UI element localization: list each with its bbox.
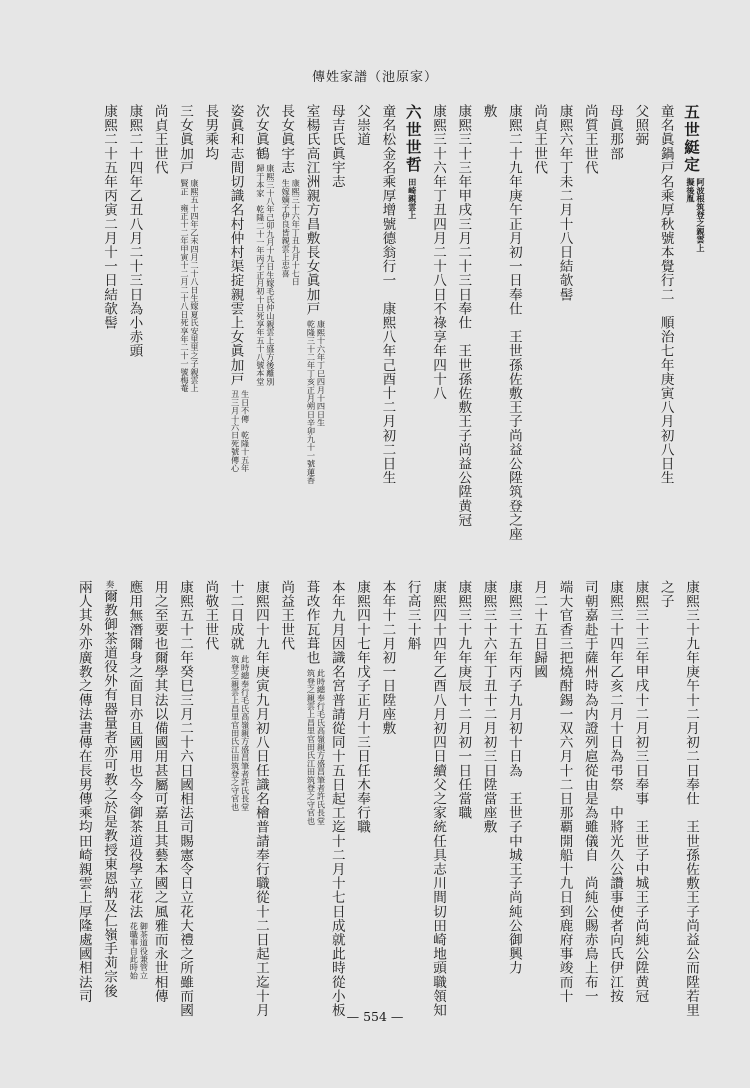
interlinear-note: 康熙三十八年己卯九月十九日生嫁毛氏仲山親雲上盛方後離別 歸于本家 乾隆二十一年丙子正月初十日死享年五十八號本堂 — [255, 164, 276, 386]
text-column — [554, 104, 576, 574]
column-text: 康熙三十六年丁丑四月二十八日不祿享年四十八 — [430, 104, 446, 401]
text-column — [326, 104, 348, 574]
column-text: 敷 — [480, 104, 497, 119]
column-text: 用之至要也爾學其法以備國用甚屬可嘉且其藝本國之風雅而永世相傳 — [151, 580, 168, 1003]
text-column — [629, 580, 651, 1010]
column-text: 康熙五十二年癸巳三月二十六日國相法司賜憲令日立花大禮之所雖而國 — [177, 580, 193, 1018]
interlinear-note: 此時總奉行毛氏高嶺親方盛昌筆者許氏長堂 筑登之親雲上昌里官田氏江田筑登之守官也 — [230, 654, 251, 811]
text-column — [174, 580, 196, 1018]
text-column — [174, 104, 200, 574]
text-column — [275, 580, 297, 1010]
column-text: 爾教御茶道役外有器量者亦可教之於是教授東恩納及仁嶺手苅宗後 — [101, 589, 118, 998]
column-text: 十二日成就 — [227, 580, 244, 651]
text-column — [275, 104, 301, 574]
column-text: 端大官香三把燒酎錫一双六月十二日那覇開船十九日到鹿府事竣而十 — [556, 580, 573, 1003]
interlinear-note: 康熙十六年丁巳四月十四日生 乾隆三十二年丁亥正月朔日辛卯九十一號蓮香 — [306, 319, 327, 484]
interlinear-note: 生日不傳 乾隆十五年 丑三月十六日死號傳心 — [230, 390, 251, 472]
column-text: 本年九月因識名宮普請從同十五日起工迄十二月十七日成就此時從小板 — [328, 580, 345, 1018]
text-column — [376, 104, 398, 574]
text-column — [250, 580, 272, 1018]
interlinear-note: 康熙三十六年丁丑九月十七日 生嫁嫡子伊良皆親雲上忠喜 — [281, 178, 302, 286]
text-column — [680, 580, 702, 1018]
column-lead-mark: 奏 — [104, 580, 115, 589]
column-text: 康熙四十七年戊子正月十三日任木奉行職 — [354, 580, 371, 834]
column-text: 尚敬王世代 — [202, 580, 219, 651]
column-text: 康熙二十四年乙丑八月二十三日為小赤頭 — [126, 104, 143, 358]
column-text: 六世世哲 — [403, 104, 423, 174]
column-text: 司朝嘉赴于薩州時為内證列扈從由是為雖儀自 尚純公賜赤鳥上布一 — [581, 580, 598, 1003]
text-column — [427, 580, 449, 1018]
interlinear-note: 此時總奉行毛氏高嶺親方盛昌筆者許氏長堂 筑登之親雲上昌里官田氏江田筑登之守官也 — [306, 668, 327, 825]
column-text: 童名松金名乘厚增號德翁行一 康熙八年己酉十二月初二日生 — [379, 104, 396, 485]
column-text: 康熙二十五年丙寅二月十一日結欹髻 — [101, 104, 118, 330]
text-column — [629, 104, 651, 574]
text-column — [351, 580, 373, 1010]
text-column — [73, 580, 95, 1010]
text-column — [301, 580, 327, 1010]
column-text: 室楊氏高江洲親方昌敷長女眞加戸 — [303, 104, 320, 316]
column-text: 本年十二月初一日陞座敷 — [379, 580, 396, 736]
text-column — [225, 580, 251, 1010]
text-column — [149, 104, 171, 574]
column-text: 康熙三十六年丁丑十二月初三日陞當座敷 — [480, 580, 497, 834]
text-column — [250, 104, 276, 574]
text-column — [199, 104, 221, 574]
text-column — [554, 580, 576, 1010]
column-text: 康熙三十四年乙亥二月十日為弔祭 中將光久公讚事使者向氏伊江按 — [607, 580, 624, 1003]
text-column — [579, 580, 601, 1010]
text-column — [123, 580, 149, 1010]
column-text: 應用無潛爾身之面目亦且國用也今令御茶道役學立花法 — [126, 580, 143, 919]
text-column — [604, 580, 626, 1010]
text-column — [604, 104, 626, 574]
text-column — [402, 580, 424, 1010]
column-text: 康熙三十九年庚辰十二月初一日任當職 — [455, 580, 472, 820]
column-text: 尚貞王世代 — [531, 104, 548, 175]
text-column — [225, 104, 251, 574]
column-text: 康熙六年丁未二月十八日結欹髻 — [556, 104, 573, 302]
text-column — [478, 580, 500, 1010]
column-text: 三女眞加戸 — [177, 104, 193, 175]
text-column — [655, 104, 677, 574]
column-text: 兩人其外亦廣教之傳法書傳在長男傳乘均田崎親雲上厚隆處國相法司 — [75, 580, 92, 1003]
text-column — [528, 104, 550, 574]
text-column — [680, 104, 706, 574]
text-column — [376, 580, 398, 1010]
column-text: 康熙三十五年丙子九月初十日為 王世子中城王子尚純公御興力 — [505, 580, 522, 975]
page-title: 傳姓家譜（池原家） — [311, 70, 438, 85]
interlinear-note: 康熙五十四年乙未四月二十八日生嫁夏氏安里里之子親雲上 賢正 雍正十二年甲寅十二月二十八日死享年二十一號梅菴 — [180, 178, 200, 392]
column-text: 康熙三十三年甲戌十二月初三日奉事 王世子中城王子尚純公陞黄冠 — [632, 580, 649, 1003]
text-column — [98, 104, 120, 574]
text-column — [402, 104, 424, 574]
text-column — [326, 580, 348, 1018]
column-text: 父照弼 — [632, 104, 649, 147]
column-text: 行高三十斛 — [404, 580, 421, 651]
text-column — [98, 580, 120, 1010]
column-text: 康熙四十四年乙酉八月初四日續父之家統任具志川間切田崎地頭職領知 — [430, 580, 446, 1018]
text-column — [503, 104, 525, 574]
interlinear-note: 田崎親雲上 — [407, 178, 418, 219]
column-text: 尚益王世代 — [278, 580, 295, 651]
column-text: 姿眞和志間切識名村仲村渠掟親雲上女眞加戸 — [227, 104, 244, 386]
text-column — [427, 104, 449, 574]
interlinear-note: 阿波根筑登之親雲上 擬後胤 — [686, 178, 706, 252]
column-text: 母眞那部 — [607, 104, 624, 161]
column-text: 母吉氏眞宇志 — [328, 104, 345, 189]
column-text: 次女眞鶴 — [252, 104, 269, 161]
column-text: 月二十五日歸國 — [531, 580, 548, 679]
column-text: 康熙三十九年庚午十二月初二日奉仕 王世孫佐敷王子尚益公而陞若里 — [683, 580, 699, 1018]
text-column — [123, 104, 145, 574]
column-text: 康熙四十九年庚寅九月初八日任識名檜普請奉行職從十二日起工迄十月 — [252, 580, 269, 1018]
column-text: 尚貞王世代 — [151, 104, 168, 175]
text-column — [301, 104, 327, 574]
column-text: 葺改作瓦葺也 — [303, 580, 320, 665]
column-text: 康熙二十九年庚午正月初一日奉仕 王世孫佐敷王子尚益公陞筑登之座 — [505, 104, 522, 542]
column-text: 之子 — [657, 580, 674, 609]
column-text: 父崇道 — [354, 104, 371, 147]
text-column — [199, 580, 221, 1010]
text-column — [452, 580, 474, 1010]
column-text: 尚質王世代 — [581, 104, 598, 175]
text-column — [528, 580, 550, 1010]
text-column — [579, 104, 601, 574]
text-column — [351, 104, 373, 574]
column-text: 長女眞宇志 — [278, 104, 295, 175]
column-text: 童名眞鍋戸名乘厚秋號本覺行二 順治七年庚寅八月初八日生 — [657, 104, 674, 485]
page-number: — 554 — — [346, 1009, 404, 1024]
interlinear-note: 御茶道役兼管立 花職事自此時始 — [129, 922, 150, 980]
column-text: 五世綎定 — [682, 104, 701, 174]
text-column — [503, 580, 525, 1010]
text-column — [452, 104, 474, 574]
text-column — [655, 580, 677, 1010]
column-text: 康熙三十三年甲戌三月二十三日奉仕 王世孫佐敷王子尚益公陞黄冠 — [455, 104, 472, 527]
text-column — [149, 580, 171, 1010]
text-column — [478, 104, 500, 574]
column-text: 長男乘均 — [202, 104, 219, 161]
